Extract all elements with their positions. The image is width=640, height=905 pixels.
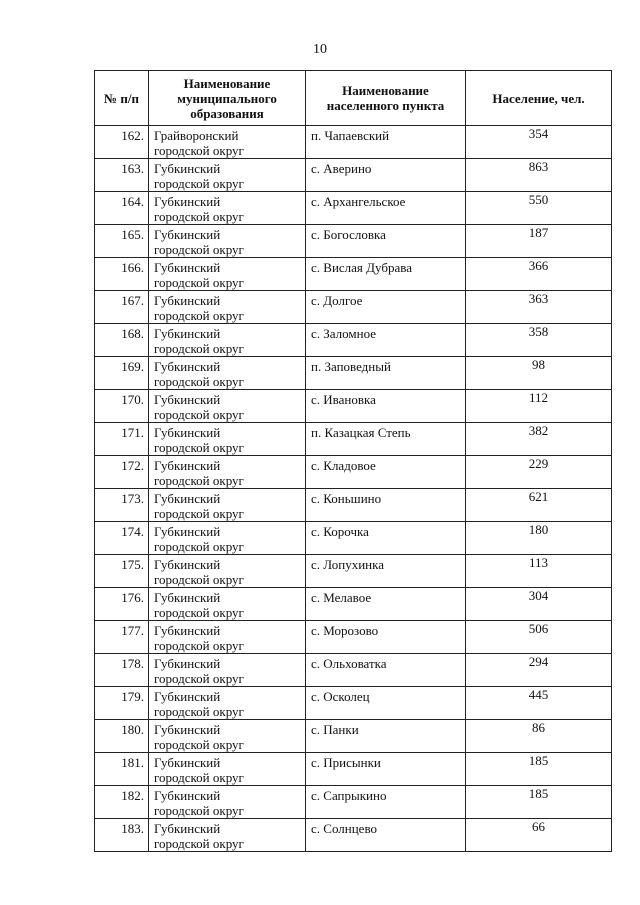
settlements-table	[94, 70, 612, 852]
population-value: 506	[466, 621, 612, 654]
table-row	[95, 819, 612, 852]
municipality-name: Губкинский	[154, 590, 221, 605]
settlement-name: с. Ольховатка	[306, 654, 466, 687]
municipality-cell	[149, 720, 306, 753]
row-number: 183.	[95, 819, 149, 852]
municipality-name: Губкинский	[154, 722, 221, 737]
settlement-name: с. Долгое	[306, 291, 466, 324]
population-value: 229	[466, 456, 612, 489]
municipality-type: городской округ	[154, 308, 244, 323]
population-value: 180	[466, 522, 612, 555]
settlement-name: с. Кладовое	[306, 456, 466, 489]
settlement-name: с. Панки	[306, 720, 466, 753]
municipality-name: Губкинский	[154, 359, 221, 374]
row-number: 164.	[95, 192, 149, 225]
municipality-name: Губкинский	[154, 689, 221, 704]
municipality-cell	[149, 819, 306, 852]
table-row	[95, 786, 612, 819]
municipality-cell	[149, 753, 306, 786]
municipality-cell	[149, 588, 306, 621]
table-row	[95, 258, 612, 291]
table-row	[95, 555, 612, 588]
row-number: 172.	[95, 456, 149, 489]
municipality-cell	[149, 258, 306, 291]
municipality-name: Губкинский	[154, 491, 221, 506]
municipality-type: городской округ	[154, 440, 244, 455]
settlement-name: с. Вислая Дубрава	[306, 258, 466, 291]
municipality-name: Губкинский	[154, 425, 221, 440]
municipality-cell	[149, 423, 306, 456]
population-value: 354	[466, 126, 612, 159]
population-value: 550	[466, 192, 612, 225]
municipality-name: Губкинский	[154, 623, 221, 638]
row-number: 169.	[95, 357, 149, 390]
population-value: 86	[466, 720, 612, 753]
settlement-name: с. Лопухинка	[306, 555, 466, 588]
municipality-type: городской округ	[154, 737, 244, 752]
settlement-name: с. Заломное	[306, 324, 466, 357]
table-row	[95, 588, 612, 621]
municipality-type: городской округ	[154, 572, 244, 587]
settlement-name: п. Заповедный	[306, 357, 466, 390]
municipality-name: Губкинский	[154, 392, 221, 407]
municipality-cell	[149, 786, 306, 819]
population-value: 863	[466, 159, 612, 192]
municipality-name: Губкинский	[154, 260, 221, 275]
municipality-type: городской округ	[154, 374, 244, 389]
municipality-cell	[149, 489, 306, 522]
population-value: 112	[466, 390, 612, 423]
municipality-name: Губкинский	[154, 458, 221, 473]
header-num: № п/п	[95, 71, 149, 126]
table-body	[95, 126, 612, 852]
municipality-name: Губкинский	[154, 557, 221, 572]
table-row	[95, 324, 612, 357]
municipality-cell	[149, 324, 306, 357]
settlement-name: п. Казацкая Степь	[306, 423, 466, 456]
settlement-name: с. Коньшино	[306, 489, 466, 522]
table-row	[95, 687, 612, 720]
table-row	[95, 720, 612, 753]
municipality-type: городской округ	[154, 605, 244, 620]
municipality-type: городской округ	[154, 671, 244, 686]
municipality-cell	[149, 291, 306, 324]
row-number: 179.	[95, 687, 149, 720]
table-row	[95, 357, 612, 390]
municipality-type: городской округ	[154, 803, 244, 818]
settlement-name: с. Солнцево	[306, 819, 466, 852]
municipality-type: городской округ	[154, 407, 244, 422]
row-number: 168.	[95, 324, 149, 357]
municipality-type: городской округ	[154, 704, 244, 719]
table-row	[95, 753, 612, 786]
population-value: 187	[466, 225, 612, 258]
population-value: 358	[466, 324, 612, 357]
settlement-name: п. Чапаевский	[306, 126, 466, 159]
row-number: 177.	[95, 621, 149, 654]
settlement-name: с. Корочка	[306, 522, 466, 555]
municipality-type: городской округ	[154, 473, 244, 488]
settlement-name: с. Мелавое	[306, 588, 466, 621]
row-number: 171.	[95, 423, 149, 456]
table-row	[95, 423, 612, 456]
municipality-cell	[149, 522, 306, 555]
municipality-cell	[149, 126, 306, 159]
row-number: 166.	[95, 258, 149, 291]
settlement-name: с. Аверино	[306, 159, 466, 192]
table-row	[95, 192, 612, 225]
page-number: 10	[313, 42, 327, 57]
municipality-cell	[149, 192, 306, 225]
row-number: 176.	[95, 588, 149, 621]
header-municipality: Наименование муниципального образования	[149, 71, 306, 126]
municipality-type: городской округ	[154, 638, 244, 653]
table-row	[95, 126, 612, 159]
municipality-name: Губкинский	[154, 227, 221, 242]
row-number: 173.	[95, 489, 149, 522]
row-number: 181.	[95, 753, 149, 786]
settlement-name: с. Осколец	[306, 687, 466, 720]
settlement-name: с. Богословка	[306, 225, 466, 258]
table-row	[95, 522, 612, 555]
municipality-name: Губкинский	[154, 161, 221, 176]
municipality-cell	[149, 357, 306, 390]
settlement-name: с. Сапрыкино	[306, 786, 466, 819]
municipality-cell	[149, 687, 306, 720]
municipality-name: Губкинский	[154, 821, 221, 836]
population-value: 304	[466, 588, 612, 621]
municipality-type: городской округ	[154, 341, 244, 356]
municipality-name: Грайворонский	[154, 128, 239, 143]
population-value: 363	[466, 291, 612, 324]
table-row	[95, 291, 612, 324]
row-number: 165.	[95, 225, 149, 258]
municipality-cell	[149, 555, 306, 588]
population-value: 445	[466, 687, 612, 720]
population-value: 621	[466, 489, 612, 522]
table-row	[95, 621, 612, 654]
table-row	[95, 654, 612, 687]
municipality-type: городской округ	[154, 242, 244, 257]
settlement-name: с. Архангельское	[306, 192, 466, 225]
municipality-type: городской округ	[154, 143, 244, 158]
municipality-name: Губкинский	[154, 656, 221, 671]
municipality-cell	[149, 456, 306, 489]
municipality-name: Губкинский	[154, 788, 221, 803]
table-row	[95, 456, 612, 489]
municipality-cell	[149, 159, 306, 192]
population-value: 185	[466, 786, 612, 819]
row-number: 175.	[95, 555, 149, 588]
table-row	[95, 489, 612, 522]
settlement-name: с. Ивановка	[306, 390, 466, 423]
municipality-cell	[149, 225, 306, 258]
municipality-name: Губкинский	[154, 524, 221, 539]
row-number: 178.	[95, 654, 149, 687]
municipality-type: городской округ	[154, 176, 244, 191]
population-value: 113	[466, 555, 612, 588]
table-header-row	[95, 71, 612, 126]
population-value: 366	[466, 258, 612, 291]
population-value: 382	[466, 423, 612, 456]
population-value: 98	[466, 357, 612, 390]
row-number: 162.	[95, 126, 149, 159]
population-value: 294	[466, 654, 612, 687]
row-number: 180.	[95, 720, 149, 753]
header-settlement: Наименование населенного пункта	[306, 71, 466, 126]
population-value: 66	[466, 819, 612, 852]
municipality-type: городской округ	[154, 275, 244, 290]
settlement-name: с. Присынки	[306, 753, 466, 786]
header-population: Население, чел.	[466, 71, 612, 126]
municipality-name: Губкинский	[154, 326, 221, 341]
table-row	[95, 159, 612, 192]
municipality-name: Губкинский	[154, 755, 221, 770]
municipality-name: Губкинский	[154, 293, 221, 308]
table-row	[95, 225, 612, 258]
municipality-type: городской округ	[154, 770, 244, 785]
population-value: 185	[466, 753, 612, 786]
municipality-type: городской округ	[154, 506, 244, 521]
row-number: 174.	[95, 522, 149, 555]
municipality-type: городской округ	[154, 836, 244, 851]
row-number: 182.	[95, 786, 149, 819]
table-row	[95, 390, 612, 423]
settlement-name: с. Морозово	[306, 621, 466, 654]
municipality-cell	[149, 654, 306, 687]
row-number: 163.	[95, 159, 149, 192]
municipality-cell	[149, 621, 306, 654]
row-number: 167.	[95, 291, 149, 324]
municipality-type: городской округ	[154, 209, 244, 224]
municipality-name: Губкинский	[154, 194, 221, 209]
municipality-type: городской округ	[154, 539, 244, 554]
row-number: 170.	[95, 390, 149, 423]
municipality-cell	[149, 390, 306, 423]
